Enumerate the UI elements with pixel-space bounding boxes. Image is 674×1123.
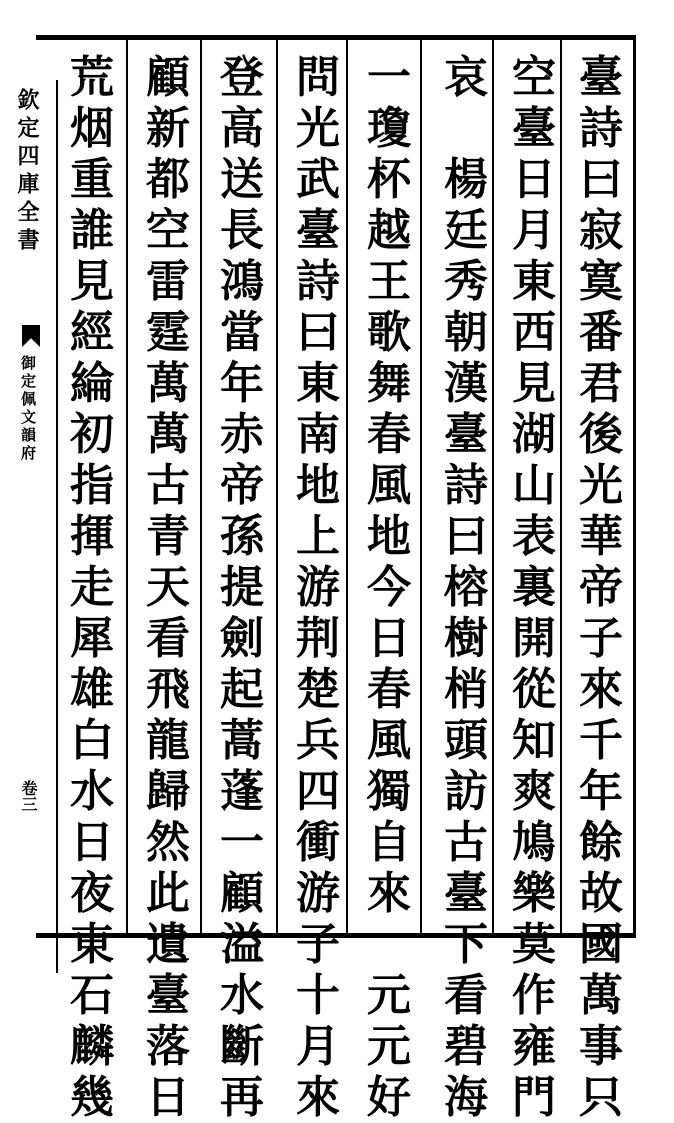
- text-glyph: 廷: [444, 205, 488, 256]
- text-glyph: 霆: [146, 307, 190, 358]
- text-glyph: 高: [220, 103, 264, 154]
- text-glyph: 飛: [146, 664, 190, 715]
- text-glyph: 帝: [579, 562, 623, 613]
- fishtail-mark-icon: [22, 325, 40, 347]
- text-glyph: 詩: [579, 103, 623, 154]
- text-glyph: 年: [579, 766, 623, 817]
- text-glyph: 古: [444, 817, 488, 868]
- text-column: [361, 52, 417, 1123]
- text-glyph: 一: [367, 52, 411, 103]
- text-glyph: 犀: [70, 613, 114, 664]
- text-glyph: 誰: [70, 205, 114, 256]
- column-rule: [200, 40, 202, 933]
- text-glyph: 顧: [146, 52, 190, 103]
- text-glyph: 萬: [146, 409, 190, 460]
- text-glyph: 遺: [146, 919, 190, 970]
- text-glyph: 今: [367, 562, 411, 613]
- text-glyph: 一: [220, 817, 264, 868]
- text-glyph: 西: [512, 307, 556, 358]
- text-glyph: 雍: [512, 1021, 556, 1072]
- text-glyph: 國: [579, 919, 623, 970]
- text-glyph: 門: [512, 1072, 556, 1123]
- text-glyph: 帝: [220, 460, 264, 511]
- text-glyph: 寂: [579, 205, 623, 256]
- text-glyph: 曰: [444, 511, 488, 562]
- text-glyph: 裏: [512, 562, 556, 613]
- text-glyph: 見: [70, 256, 114, 307]
- text-glyph: 詩: [444, 460, 488, 511]
- text-glyph: 南: [296, 409, 340, 460]
- text-glyph: 溢: [220, 919, 264, 970]
- text-glyph: 朝: [444, 307, 488, 358]
- text-glyph: 落: [146, 1021, 190, 1072]
- text-glyph: 碧: [444, 1021, 488, 1072]
- text-glyph: 事: [579, 1021, 623, 1072]
- text-glyph: 四: [296, 766, 340, 817]
- text-glyph: 臺: [444, 868, 488, 919]
- text-glyph: 提: [220, 562, 264, 613]
- text-glyph: 曰: [579, 154, 623, 205]
- text-glyph: 君: [579, 358, 623, 409]
- text-glyph: 番: [579, 307, 623, 358]
- text-glyph: 頭: [444, 715, 488, 766]
- text-glyph: 臺: [296, 205, 340, 256]
- text-glyph: 越: [367, 205, 411, 256]
- text-glyph: 日: [146, 1072, 190, 1123]
- text-glyph: 只: [579, 1072, 623, 1123]
- text-glyph: 水: [70, 766, 114, 817]
- text-glyph: 白: [70, 715, 114, 766]
- text-glyph: 舞: [367, 358, 411, 409]
- text-glyph: 臺: [512, 103, 556, 154]
- text-glyph: [361, 919, 417, 970]
- text-glyph: 地: [296, 460, 340, 511]
- text-glyph: 元: [367, 970, 411, 1021]
- book-title: 欽定四庫全書: [14, 88, 40, 256]
- text-column: [506, 52, 562, 1123]
- text-glyph: 斷: [220, 1021, 264, 1072]
- text-glyph: 來: [579, 664, 623, 715]
- text-glyph: 秀: [444, 256, 488, 307]
- text-glyph: 再: [220, 1072, 264, 1123]
- text-glyph: 楊: [444, 154, 488, 205]
- text-glyph: 綸: [70, 358, 114, 409]
- text-glyph: 風: [367, 460, 411, 511]
- text-glyph: 東: [296, 358, 340, 409]
- text-glyph: 作: [512, 970, 556, 1021]
- text-glyph: 楚: [296, 664, 340, 715]
- text-glyph: 子: [296, 919, 340, 970]
- text-glyph: 萬: [579, 970, 623, 1021]
- text-glyph: 哀: [444, 52, 488, 103]
- text-glyph: 初: [70, 409, 114, 460]
- text-glyph: 子: [579, 613, 623, 664]
- text-glyph: 從: [512, 664, 556, 715]
- text-glyph: 訪: [444, 766, 488, 817]
- column-rule: [126, 40, 128, 933]
- text-glyph: 游: [296, 868, 340, 919]
- text-glyph: 此: [146, 868, 190, 919]
- text-glyph: 下: [444, 919, 488, 970]
- text-glyph: 看: [146, 613, 190, 664]
- text-glyph: 雄: [70, 664, 114, 715]
- text-glyph: 重: [70, 154, 114, 205]
- text-glyph: 風: [367, 715, 411, 766]
- text-glyph: 指: [70, 460, 114, 511]
- text-glyph: 衝: [296, 817, 340, 868]
- text-glyph: 萬: [146, 358, 190, 409]
- text-glyph: 青: [146, 511, 190, 562]
- text-glyph: 登: [220, 52, 264, 103]
- text-glyph: 來: [367, 868, 411, 919]
- text-column: [573, 52, 629, 1123]
- text-glyph: 見: [512, 358, 556, 409]
- text-glyph: 好: [367, 1072, 411, 1123]
- text-glyph: 水: [220, 970, 264, 1021]
- text-glyph: 麟: [70, 1021, 114, 1072]
- text-glyph: 荆: [296, 613, 340, 664]
- text-glyph: 鳩: [512, 817, 556, 868]
- text-glyph: 爽: [512, 766, 556, 817]
- text-glyph: 樹: [444, 613, 488, 664]
- text-glyph: 游: [296, 562, 340, 613]
- text-glyph: 問: [296, 52, 340, 103]
- text-glyph: 開: [512, 613, 556, 664]
- text-glyph: 山: [512, 460, 556, 511]
- text-glyph: 餘: [579, 817, 623, 868]
- column-rule: [346, 40, 348, 933]
- text-glyph: 石: [70, 970, 114, 1021]
- text-glyph: 臺: [146, 970, 190, 1021]
- text-glyph: 歸: [146, 766, 190, 817]
- text-glyph: 烟: [70, 103, 114, 154]
- text-glyph: 曰: [296, 307, 340, 358]
- text-column: [64, 52, 120, 1123]
- text-glyph: 天: [146, 562, 190, 613]
- text-glyph: 孫: [220, 511, 264, 562]
- text-glyph: 千: [579, 715, 623, 766]
- text-glyph: 光: [579, 460, 623, 511]
- text-glyph: 兵: [296, 715, 340, 766]
- text-glyph: 元: [367, 1021, 411, 1072]
- text-glyph: 梢: [444, 664, 488, 715]
- text-glyph: 故: [579, 868, 623, 919]
- text-glyph: 長: [220, 205, 264, 256]
- page-margin-strip: [0, 40, 58, 933]
- text-glyph: 來: [296, 1072, 340, 1123]
- column-rule: [420, 40, 422, 933]
- text-glyph: 東: [512, 256, 556, 307]
- text-glyph: 詩: [296, 256, 340, 307]
- text-glyph: 榕: [444, 562, 488, 613]
- text-glyph: 日: [70, 817, 114, 868]
- text-glyph: 顧: [220, 868, 264, 919]
- text-glyph: 古: [146, 460, 190, 511]
- column-rule: [276, 40, 278, 933]
- text-glyph: 日: [512, 154, 556, 205]
- column-rule: [633, 40, 635, 933]
- text-glyph: 經: [70, 307, 114, 358]
- text-glyph: 獨: [367, 766, 411, 817]
- page-number: 卷三: [19, 780, 38, 812]
- text-glyph: 夜: [70, 868, 114, 919]
- margin-rule: [56, 80, 58, 973]
- text-glyph: 杯: [367, 154, 411, 205]
- text-glyph: 赤: [220, 409, 264, 460]
- text-glyph: 表: [512, 511, 556, 562]
- text-glyph: 樂: [512, 868, 556, 919]
- text-glyph: 揮: [70, 511, 114, 562]
- text-glyph: 鴻: [220, 256, 264, 307]
- text-glyph: 空: [146, 205, 190, 256]
- text-column: [140, 52, 196, 1123]
- text-glyph: 月: [512, 205, 556, 256]
- section-title: 御定佩文韻府: [19, 355, 37, 463]
- text-glyph: 地: [367, 511, 411, 562]
- text-glyph: 瓊: [367, 103, 411, 154]
- text-glyph: 走: [70, 562, 114, 613]
- text-glyph: 知: [512, 715, 556, 766]
- text-glyph: 月: [296, 1021, 340, 1072]
- text-glyph: 蒿: [220, 715, 264, 766]
- text-glyph: 華: [579, 511, 623, 562]
- text-glyph: 湖: [512, 409, 556, 460]
- text-glyph: 雷: [146, 256, 190, 307]
- text-column: [214, 52, 270, 1123]
- text-glyph: 然: [146, 817, 190, 868]
- text-glyph: 當: [220, 307, 264, 358]
- text-glyph: 春: [367, 409, 411, 460]
- text-glyph: 臺: [579, 52, 623, 103]
- text-glyph: 看: [444, 970, 488, 1021]
- text-glyph: 寞: [579, 256, 623, 307]
- text-glyph: 起: [220, 664, 264, 715]
- text-glyph: 自: [367, 817, 411, 868]
- text-glyph: 日: [367, 613, 411, 664]
- text-glyph: 新: [146, 103, 190, 154]
- text-glyph: 幾: [70, 1072, 114, 1123]
- text-glyph: 荒: [70, 52, 114, 103]
- text-glyph: 劍: [220, 613, 264, 664]
- text-glyph: 漢: [444, 358, 488, 409]
- text-column: [438, 52, 494, 1123]
- text-glyph: 後: [579, 409, 623, 460]
- text-glyph: [438, 103, 494, 154]
- text-glyph: 年: [220, 358, 264, 409]
- text-glyph: 春: [367, 664, 411, 715]
- text-glyph: 海: [444, 1072, 488, 1123]
- text-glyph: 蓬: [220, 766, 264, 817]
- text-glyph: 送: [220, 154, 264, 205]
- text-glyph: 莫: [512, 919, 556, 970]
- text-glyph: 上: [296, 511, 340, 562]
- text-glyph: 龍: [146, 715, 190, 766]
- text-glyph: 王: [367, 256, 411, 307]
- text-glyph: 光: [296, 103, 340, 154]
- text-glyph: 東: [70, 919, 114, 970]
- text-glyph: 空: [512, 52, 556, 103]
- text-glyph: 都: [146, 154, 190, 205]
- text-column: [290, 52, 346, 1123]
- text-glyph: 武: [296, 154, 340, 205]
- text-glyph: 歌: [367, 307, 411, 358]
- text-glyph: 十: [296, 970, 340, 1021]
- text-glyph: 臺: [444, 409, 488, 460]
